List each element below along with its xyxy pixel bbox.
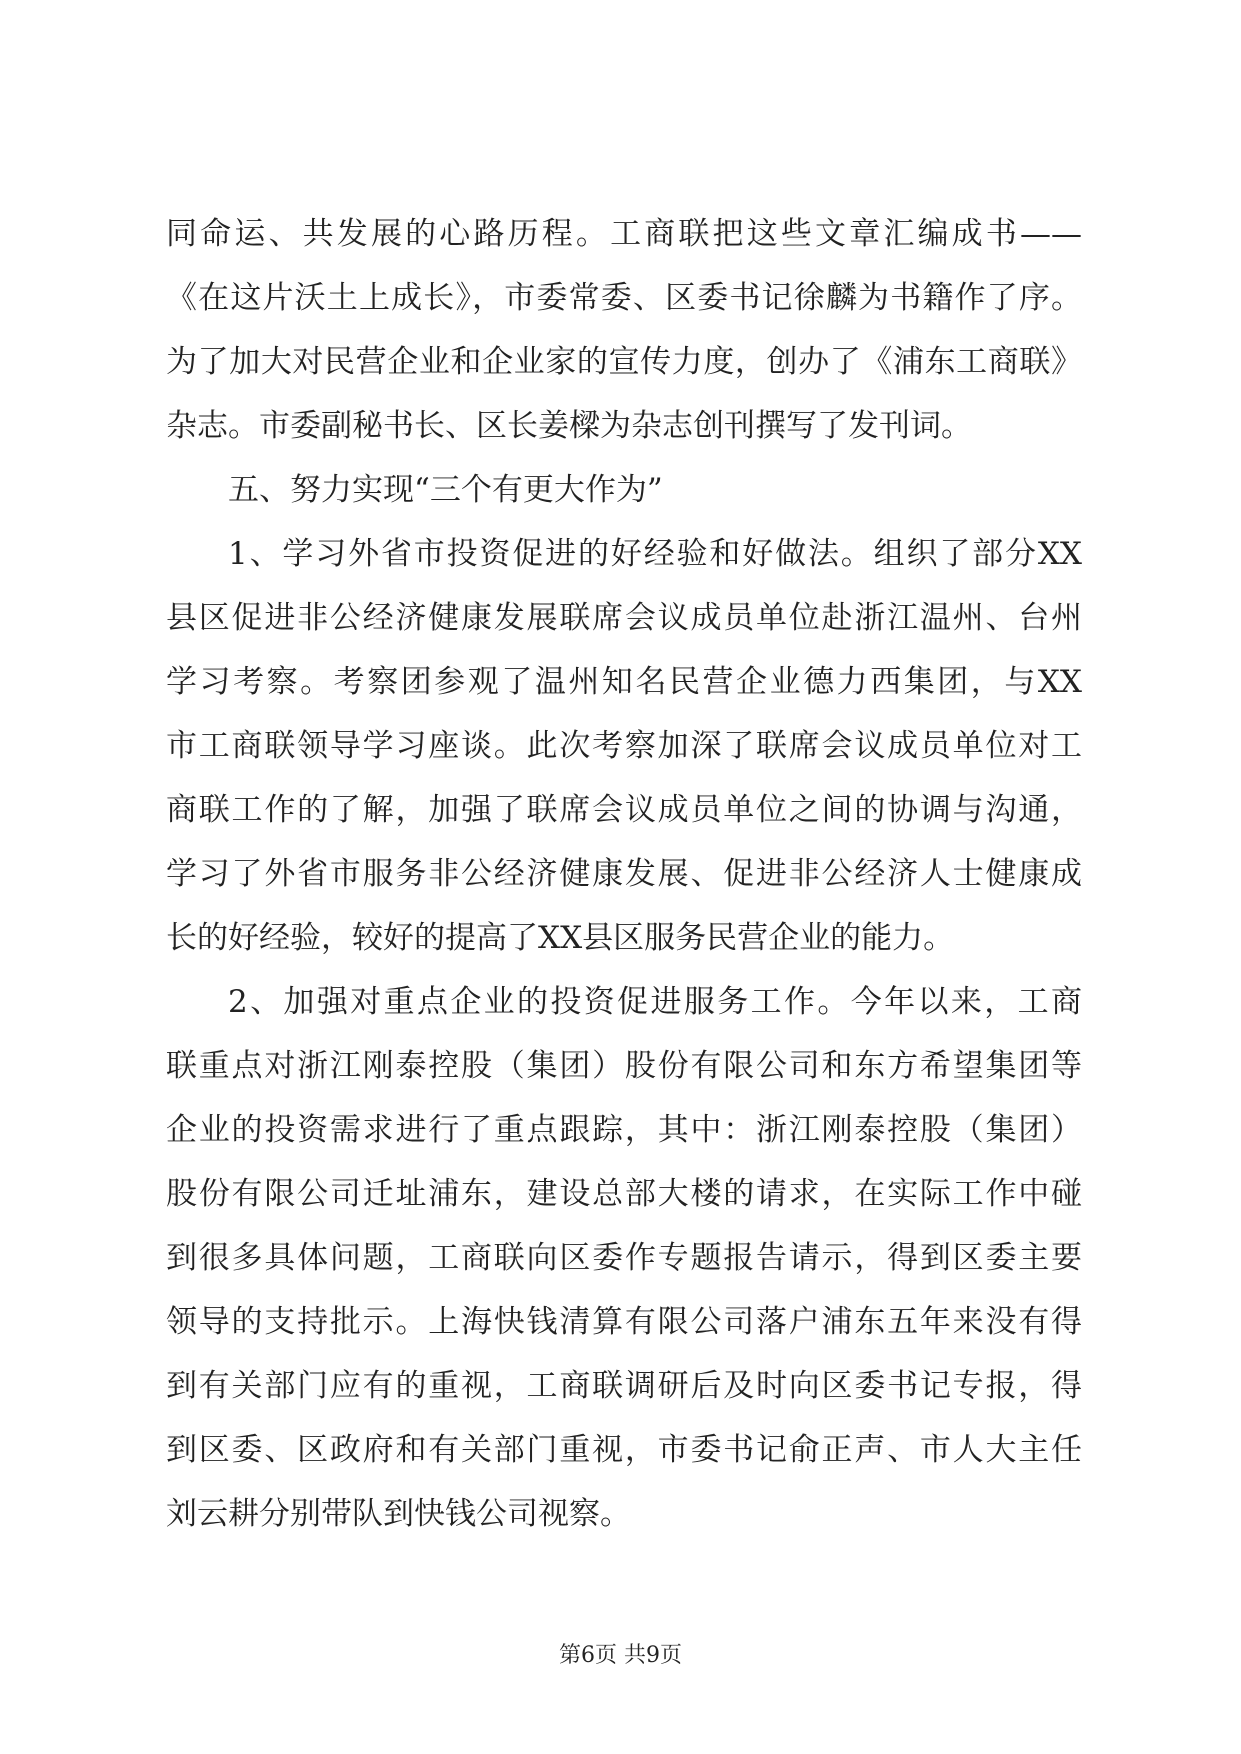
text-line: 为了加大对民营企业和企业家的宣传力度，创办了《浦东工商联》 xyxy=(166,344,1082,380)
text-line: 到有关部门应有的重视，工商联调研后及时向区委书记专报，得 xyxy=(166,1368,1082,1404)
text-line: 《在这片沃土上成长》，市委常委、区委书记徐麟为书籍作了序。 xyxy=(166,280,1082,316)
text-line: 领导的支持批示。上海快钱清算有限公司落户浦东五年来没有得 xyxy=(166,1304,1082,1340)
text-line: 长的好经验，较好的提高了XX县区服务民营企业的能力。 xyxy=(166,920,955,956)
text-line: 到区委、区政府和有关部门重视，市委书记俞正声、市人大主任 xyxy=(166,1432,1082,1468)
text-line: 杂志。市委副秘书长、区长姜樑为杂志创刊撰写了发刊词。 xyxy=(166,408,972,444)
text-line: 县区促进非公经济健康发展联席会议成员单位赴浙江温州、台州 xyxy=(166,600,1082,636)
text-line: 学习了外省市服务非公经济健康发展、促进非公经济人士健康成 xyxy=(166,856,1082,892)
text-line: 学习考察。考察团参观了温州知名民营企业德力西集团，与XX xyxy=(166,664,1082,700)
document-body xyxy=(166,202,1082,1546)
text-line: 1、学习外省市投资促进的好经验和好做法。组织了部分XX xyxy=(228,536,1082,572)
text-line: 联重点对浙江刚泰控股（集团）股份有限公司和东方希望集团等 xyxy=(166,1048,1082,1084)
page-number-footer: 第6页 共9页 xyxy=(559,1643,682,1668)
text-line: 商联工作的了解，加强了联席会议成员单位之间的协调与沟通， xyxy=(166,792,1082,828)
text-line: 企业的投资需求进行了重点跟踪，其中：浙江刚泰控股（集团） xyxy=(166,1112,1082,1148)
text-line: 股份有限公司迁址浦东，建设总部大楼的请求，在实际工作中碰 xyxy=(166,1176,1082,1212)
section-heading: 五、努力实现“三个有更大作为” xyxy=(228,472,663,508)
text-line: 刘云耕分别带队到快钱公司视察。 xyxy=(166,1496,631,1532)
paragraph-continued xyxy=(166,202,1082,458)
text-line: 2、加强对重点企业的投资促进服务工作。今年以来，工商 xyxy=(228,984,1082,1020)
paragraph-item-2 xyxy=(166,970,1082,1546)
text-line: 市工商联领导学习座谈。此次考察加深了联席会议成员单位对工 xyxy=(166,728,1082,764)
text-line: 同命运、共发展的心路历程。工商联把这些文章汇编成书—— xyxy=(166,216,1082,252)
paragraph-item-1 xyxy=(166,522,1082,970)
text-line: 到很多具体问题，工商联向区委作专题报告请示，得到区委主要 xyxy=(166,1240,1082,1276)
